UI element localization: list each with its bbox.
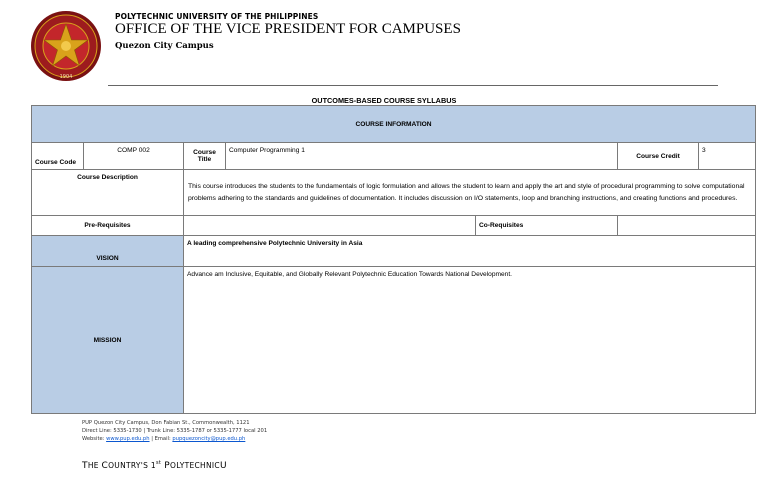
footer-phone: Direct Line: 5335-1730 | Trunk Line: 5335-1787 or 5335-1777 local 201 bbox=[82, 428, 268, 434]
prerequisites-label: Pre-Requisites bbox=[32, 216, 184, 236]
course-credit-label: Course Credit bbox=[618, 143, 699, 170]
prerequisites-value bbox=[184, 216, 476, 236]
email-label: | Email: bbox=[151, 436, 171, 442]
vision-label: VISION bbox=[32, 236, 184, 267]
vision-text: A leading comprehensive Polytechnic University in Asia bbox=[184, 236, 756, 267]
email-link[interactable]: pupquezoncity@pup.edu.ph bbox=[172, 436, 246, 442]
university-name: POLYTECHNIC UNIVERSITY OF THE PHILIPPINES bbox=[115, 12, 319, 21]
mission-text: Advance am Inclusive, Equitable, and Globally Relevant Polytechnic Education Towards National Development. bbox=[184, 267, 756, 414]
website-label: Website: bbox=[82, 436, 105, 442]
course-title-label: Course Title bbox=[184, 143, 226, 170]
svg-text:1904: 1904 bbox=[59, 74, 73, 80]
syllabus-table bbox=[31, 105, 756, 414]
corequisites-value bbox=[618, 216, 756, 236]
university-seal-logo bbox=[30, 10, 102, 82]
tagline: THE COUNTRY'S 1st POLYTECHNICU bbox=[82, 460, 227, 471]
footer-address: PUP Quezon City Campus, Don Fabian St., Commonwealth, 1121 bbox=[82, 420, 250, 426]
campus-name: Quezon City Campus bbox=[115, 41, 214, 51]
website-link[interactable]: www.pup.edu.ph bbox=[106, 436, 150, 442]
header-divider bbox=[108, 85, 718, 86]
course-code-label: Course Code bbox=[32, 143, 84, 170]
footer-contact bbox=[82, 436, 245, 442]
course-credit-value: 3 bbox=[699, 143, 756, 170]
course-information-heading: COURSE INFORMATION bbox=[32, 106, 756, 143]
mission-label: MISSION bbox=[32, 267, 184, 414]
course-description-text: This course introduces the students to the fundamentals of logic formulation and allows the student to learn and apply the art and style of procedural programming to solve computational problems adhering to the standards and guidelines of documentation. It includes discussion on I/O statements, loop and branching instructions, and creating functions and procedures. bbox=[184, 170, 756, 216]
course-description-label: Course Description bbox=[32, 170, 184, 216]
document-title: OUTCOMES-BASED COURSE SYLLABUS bbox=[311, 96, 457, 105]
course-row bbox=[32, 143, 756, 170]
corequisites-label: Co-Requisites bbox=[476, 216, 618, 236]
course-title-value: Computer Programming 1 bbox=[226, 143, 618, 170]
course-code-value: COMP 002 bbox=[84, 143, 184, 170]
office-name: OFFICE OF THE VICE PRESIDENT FOR CAMPUSES bbox=[115, 21, 461, 37]
